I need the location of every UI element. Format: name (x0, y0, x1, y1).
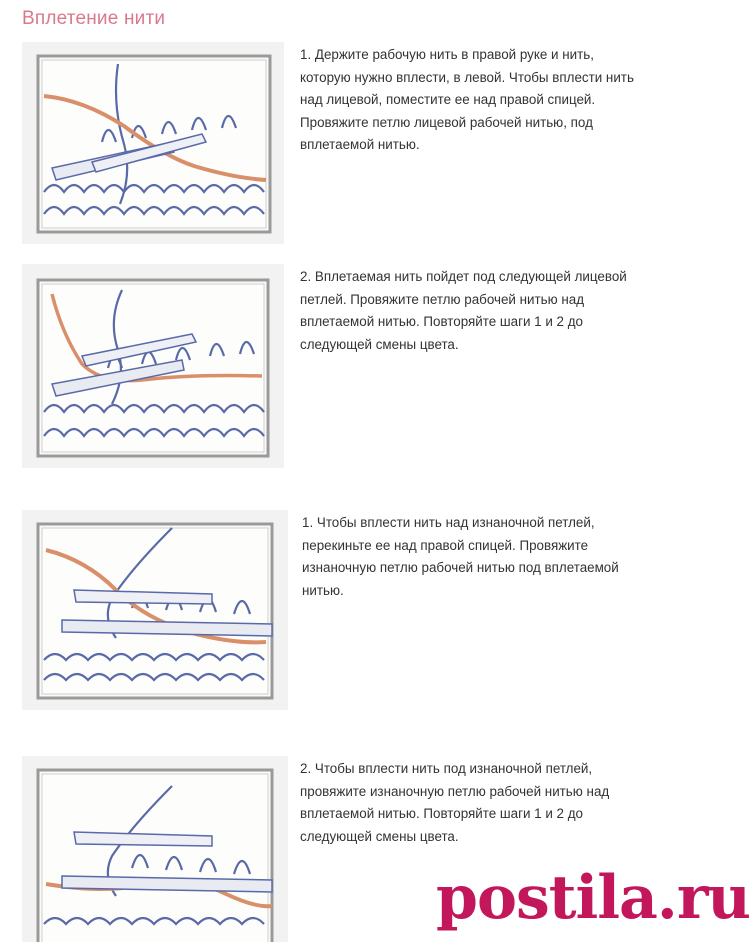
knitting-illustration (22, 42, 284, 244)
step-3-caption: 1. Чтобы вплести нить над изнаночной петлей, перекиньте ее над правой спицей. Провяжите изнаночную петлю рабочей нитью под вплетаемой нитью. (302, 515, 619, 598)
step-2-caption: 2. Вплетаемая нить пойдет под следующей лицевой петлей. Провяжите петлю рабочей нитью над вплетаемой нитью. Повторяйте шаги 1 и 2 до следующей смены цвета. (300, 269, 627, 352)
step-4-caption: 2. Чтобы вплести нить под изнаночной петлей, провяжите изнаночную петлю рабочей нитью над вплетаемой нитью. Повторяйте шаги 1 и 2 до следующей смены цвета. (300, 761, 610, 844)
page-title: Вплетение нити (22, 8, 166, 29)
knitting-illustration (22, 264, 284, 468)
illustration-step-4 (22, 756, 288, 942)
watermark: postila.ru (436, 863, 750, 933)
illustration-step-2 (22, 264, 284, 468)
illustration-step-1 (22, 42, 284, 244)
illustration-step-3 (22, 510, 288, 710)
knitting-illustration (22, 510, 288, 710)
knitting-illustration (22, 756, 288, 942)
step-1-caption: 1. Держите рабочую нить в правой руке и нить, которую нужно вплести, в левой. Чтобы вплести нить над лицевой, поместите ее над правой спицей. Провяжите петлю лицевой рабочей нитью, под вплетаемой нитью. (300, 47, 634, 152)
